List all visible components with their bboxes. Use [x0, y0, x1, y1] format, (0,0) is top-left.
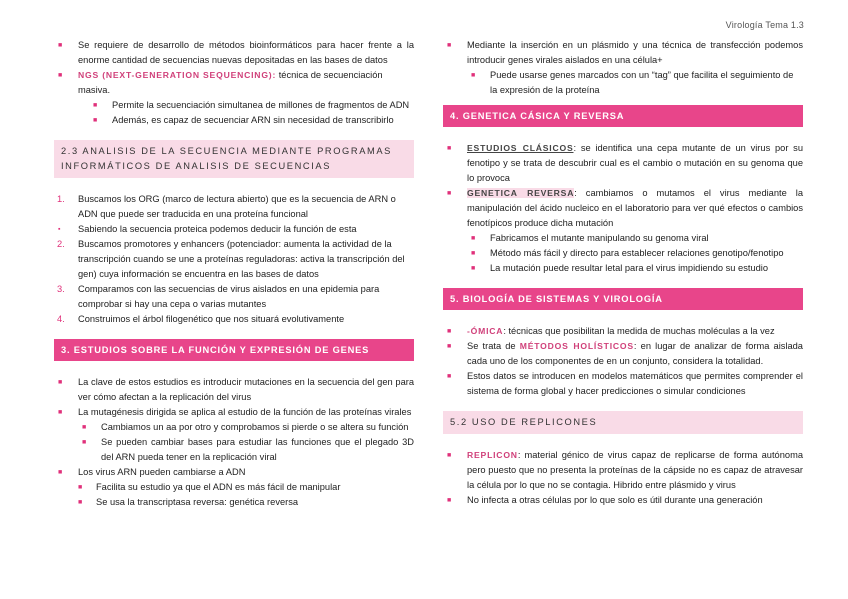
list-item: ■ -ÓMICA: técnicas que posibilitan la medida de muchas moléculas a la vez	[443, 324, 803, 339]
sub-list-item: ■ Fabricamos el mutante manipulando su genoma viral	[443, 231, 803, 246]
section-heading-4: 4. GENETICA CÁSICA Y REVERSA	[443, 105, 803, 127]
list-item: 3. Comparamos con las secuencias de virus aislados en una epidemia para comprobar si hay una cepa o varias mutantes	[57, 284, 380, 309]
list-marker: 2.	[57, 239, 65, 249]
square-bullet-icon: ■	[447, 497, 452, 504]
keyword: -ÓMICA	[467, 326, 504, 336]
list-marker: 3.	[57, 284, 65, 294]
keyword: NGS (NEXT-GENERATION SEQUENCING):	[78, 70, 277, 80]
keyword: ESTUDIOS CLÁSICOS	[467, 143, 574, 153]
list-item: ■ REPLICON: material génico de virus capaz de replicarse de forma autónoma pero puesto que no presenta la proteínas de la cápside no es capaz de atravesar la célula por lo que no se contagia. Hibrido entre plásmido y virus	[447, 450, 803, 490]
list-item: ■ Mediante la inserción en un plásmido y una técnica de transfección podemos introducir genes virales aislados en una célula+	[447, 40, 803, 65]
sub-list-item: ■ Se pueden cambiar bases para estudiar las funciones que el plegado 3D del ARN pueda tener en la replicación viral	[82, 437, 414, 462]
list-item: ■ ESTUDIOS CLÁSICOS: se identifica una cepa mutante de un virus por su fenotipo y se trata de descubrir cual es el cambio o mutación en su genoma que lo provoca	[447, 143, 803, 183]
section-heading-5: 5. BIOLOGÍA DE SISTEMAS Y VIROLOGÍA	[443, 288, 803, 310]
sub-list-item: ■ Puede usarse genes marcados con un “tag” que facilita el seguimiento de la expresión de la proteína	[471, 70, 794, 95]
section-heading-3: 3. ESTUDIOS SOBRE LA FUNCIÓN Y EXPRESIÓN DE GENES	[54, 339, 414, 361]
left-column	[54, 38, 414, 510]
list-item: ■ GENETICA REVERSA: cambiamos o mutamos el virus mediante la manipulación del ácido nucleico en el laboratorio para ver qué efectos o cambios fenotípicos produce dicha mutación	[447, 188, 803, 228]
square-bullet-icon: ■	[447, 373, 452, 380]
square-bullet-icon: ■	[58, 379, 63, 386]
square-bullet-icon: ■	[471, 265, 476, 272]
sub-list-item: ■ Método más fácil y directo para establecer relaciones genotipo/fenotipo	[443, 246, 803, 261]
section-heading-5-2: 5.2 USO DE REPLICONES	[443, 411, 803, 434]
running-head: Virología Tema 1.3	[725, 20, 804, 30]
square-bullet-icon: ■	[447, 328, 452, 335]
square-bullet-icon: ■	[93, 102, 98, 109]
sub-list-item: ■ Facilita su estudio ya que el ADN es más fácil de manipular	[54, 480, 414, 495]
list-item: ■ Los virus ARN pueden cambiarse a ADN	[54, 465, 414, 480]
list-item: ■ La clave de estos estudios es introducir mutaciones en la secuencia del gen para ver cómo afectan a la replicación del virus	[58, 377, 414, 402]
list-marker: 1.	[57, 194, 65, 204]
square-bullet-icon: ▪	[58, 226, 61, 233]
list-item: ■ Se trata de MÉTODOS HOLÍSTICOS: en lugar de analizar de forma aislada cada uno de los componentes de en un conjunto, considera la totalidad.	[447, 341, 803, 366]
square-bullet-icon: ■	[447, 190, 452, 197]
sub-list-item: ■ Además, es capaz de secuenciar ARN sin necesidad de transcribirlo	[54, 113, 414, 128]
square-bullet-icon: ■	[82, 424, 87, 431]
list-item: 1. Buscamos los ORG (marco de lectura abierto) que es la secuencia de ARN o ADN que puede ser traducida en una proteína funcional	[57, 194, 396, 219]
square-bullet-icon: ■	[58, 469, 63, 476]
list-item: ▪ Sabiendo la secuencia proteica podemos deducir la función de esta	[54, 222, 414, 237]
sub-list-item: ■ Se usa la transcriptasa reversa: genética reversa	[54, 495, 414, 510]
square-bullet-icon: ■	[447, 42, 452, 49]
square-bullet-icon: ■	[93, 117, 98, 124]
square-bullet-icon: ■	[447, 452, 452, 459]
sub-list-item: ■ Cambiamos un aa por otro y comprobamos si pierde o se altera su función	[54, 420, 414, 435]
square-bullet-icon: ■	[471, 235, 476, 242]
list-item: ■ Se requiere de desarrollo de métodos bioinformáticos para hacer frente a la enorme cantidad de secuencias nuevas depositadas en las bases de datos	[58, 40, 414, 65]
keyword: GENETICA REVERSA	[467, 188, 575, 198]
square-bullet-icon: ■	[58, 42, 63, 49]
list-item: 4. Construimos el árbol filogenético que nos situará evolutivamente	[54, 312, 414, 327]
square-bullet-icon: ■	[78, 484, 83, 491]
square-bullet-icon: ■	[447, 343, 452, 350]
keyword: MÉTODOS HOLÍSTICOS	[519, 341, 634, 351]
list-item: ■ No infecta a otras células por lo que solo es útil durante una generación	[443, 493, 803, 508]
square-bullet-icon: ■	[58, 409, 63, 416]
right-column	[443, 38, 803, 508]
square-bullet-icon: ■	[471, 250, 476, 257]
sub-list-item: ■ La mutación puede resultar letal para el virus impidiendo su estudio	[443, 261, 803, 276]
square-bullet-icon: ■	[82, 439, 87, 446]
list-item: ■ Estos datos se introducen en modelos matemáticos que permites comprender el sistema de forma global y hacer predicciones o simular condiciones	[447, 371, 803, 396]
list-marker: 4.	[57, 314, 65, 324]
section-heading-2-3: 2.3 ANALISIS DE LA SECUENCIA MEDIANTE PROGRAMAS INFORMÁTICOS DE ANALISIS DE SECUENCIAS	[54, 140, 414, 178]
square-bullet-icon: ■	[447, 145, 452, 152]
list-item: ■ La mutagénesis dirigida se aplica al estudio de la función de las proteínas virales	[54, 405, 414, 420]
square-bullet-icon: ■	[471, 72, 476, 79]
square-bullet-icon: ■	[58, 72, 63, 79]
list-item: ■ NGS (NEXT-GENERATION SEQUENCING): técnica de secuenciación masiva.	[58, 70, 383, 95]
square-bullet-icon: ■	[78, 499, 83, 506]
sub-list-item: ■ Permite la secuenciación simultanea de millones de fragmentos de ADN	[54, 98, 414, 113]
list-item: 2. Buscamos promotores y enhancers (potenciador: aumenta la actividad de la transcripción cuando se une a proteínas reguladoras: activa la transcripción del gen) cuya información se encuentra en las bases de datos	[57, 239, 405, 279]
keyword: REPLICON	[467, 450, 518, 460]
